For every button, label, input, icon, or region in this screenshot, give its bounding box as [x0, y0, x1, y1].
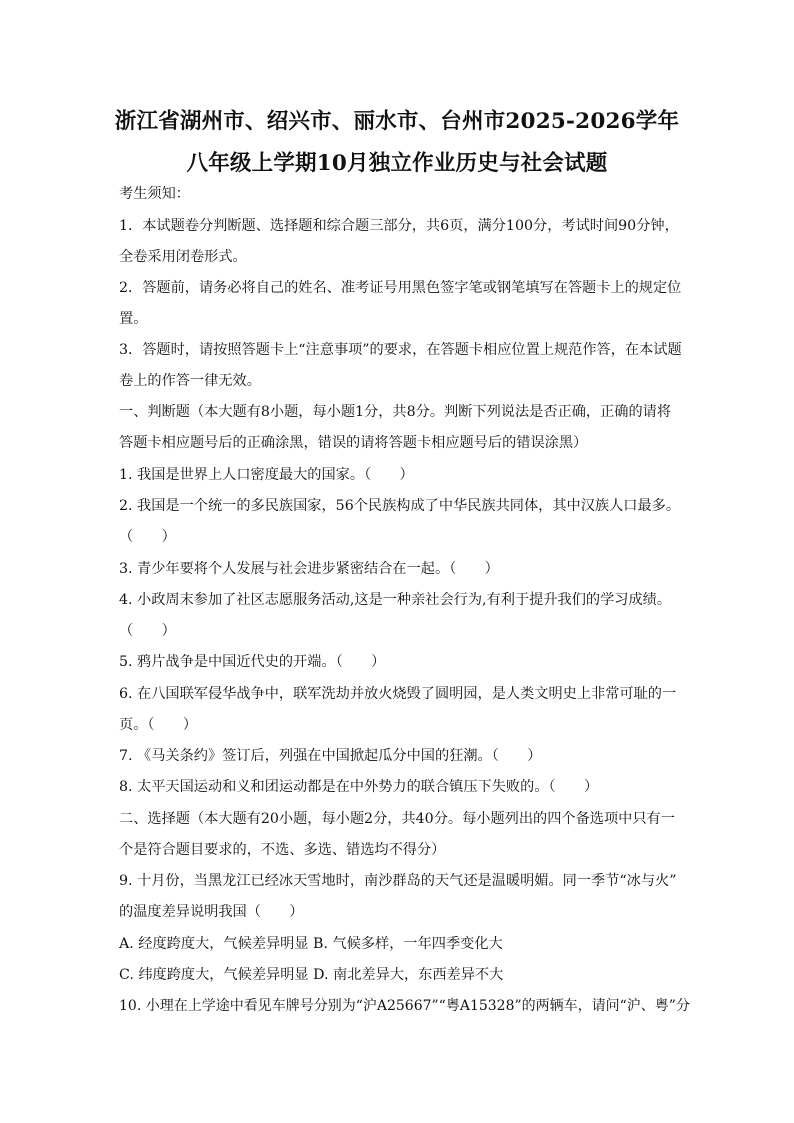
question-6: 6. 在八国联军侵华战争中，联军洗劫并放火烧毁了圆明园，是人类文明史上非常可耻的一	[119, 686, 677, 702]
question-4-cont: （ ）	[119, 623, 176, 639]
question-9-cont: 的温度差异说明我国（ ）	[119, 904, 304, 920]
exam-title-line-1: 浙江省湖州市、绍兴市、丽水市、台州市2025-2026学年	[114, 109, 680, 134]
notice-item-2: 2．答题前，请务必将自己的姓名、准考证号用黑色签字笔或钢笔填写在答题卡上的规定位	[119, 280, 682, 296]
question-3: 3. 青少年要将个人发展与社会进步紧密结合在一起。（ ）	[119, 561, 499, 577]
question-5: 5. 鸦片战争是中国近代史的开端。（ ）	[119, 654, 386, 670]
notice-heading: 考生须知：	[119, 186, 190, 202]
question-10: 10. 小理在上学途中看见车牌号分别为“沪A25667”“粤A15328”的两辆车，请问“沪、粤”分	[119, 998, 690, 1014]
notice-item-3-cont: 卷上的作答一律无效。	[119, 373, 261, 389]
notice-item-3: 3．答题时，请按照答题卡上“注意事项”的要求，在答题卡相应位置上规范作答，在本试题	[119, 342, 682, 358]
question-9-options-cd: C. 纬度跨度大，气候差异明显 D. 南北差异大，东西差异不大	[119, 967, 504, 983]
question-4: 4. 小政周末参加了社区志愿服务活动,这是一种亲社会行为,有利于提升我们的学习成绩。	[119, 592, 672, 608]
question-9-options-ab: A. 经度跨度大，气候差异明显 B. 气候多样，一年四季变化大	[119, 936, 503, 952]
section-1-heading: 一、判断题（本大题有8小题，每小题1分，共8分。判断下列说法是否正确，正确的请将	[119, 404, 672, 420]
question-6-cont: 页。（ ）	[119, 717, 198, 733]
notice-item-1-cont: 全卷采用闭卷形式。	[119, 249, 247, 265]
section-2-heading-cont: 个是符合题目要求的，不选、多选、错选均不得分）	[119, 842, 446, 858]
question-1: 1. 我国是世界上人口密度最大的国家。（ ）	[119, 467, 414, 483]
question-8: 8. 太平天国运动和义和团运动都是在中外势力的联合镇压下失败的。（ ）	[119, 779, 599, 795]
question-2-cont: （ ）	[119, 529, 176, 545]
exam-title-line-2: 八年级上学期10月独立作业历史与社会试题	[186, 151, 608, 176]
question-9: 9. 十月份，当黑龙江已经冰天雪地时，南沙群岛的天气还是温暖明媚。同一季节“冰与火”	[119, 873, 677, 889]
notice-item-2-cont: 置。	[119, 311, 148, 327]
question-7: 7. 《马关条约》签订后，列强在中国掀起瓜分中国的狂潮。（ ）	[119, 748, 542, 764]
notice-item-1: 1．本试题卷分判断题、选择题和综合题三部分，共6页，满分100分，考试时间90分钟，	[119, 218, 679, 234]
question-2: 2. 我国是一个统一的多民族国家，56个民族构成了中华民族共同体，其中汉族人口最多。	[119, 498, 681, 514]
section-1-heading-cont: 答题卡相应题号后的正确涂黑，错误的请将答题卡相应题号后的错误涂黑）	[119, 435, 588, 451]
section-2-heading: 二、选择题（本大题有20小题，每小题2分，共40分。每小题列出的四个备选项中只有一	[119, 811, 675, 827]
